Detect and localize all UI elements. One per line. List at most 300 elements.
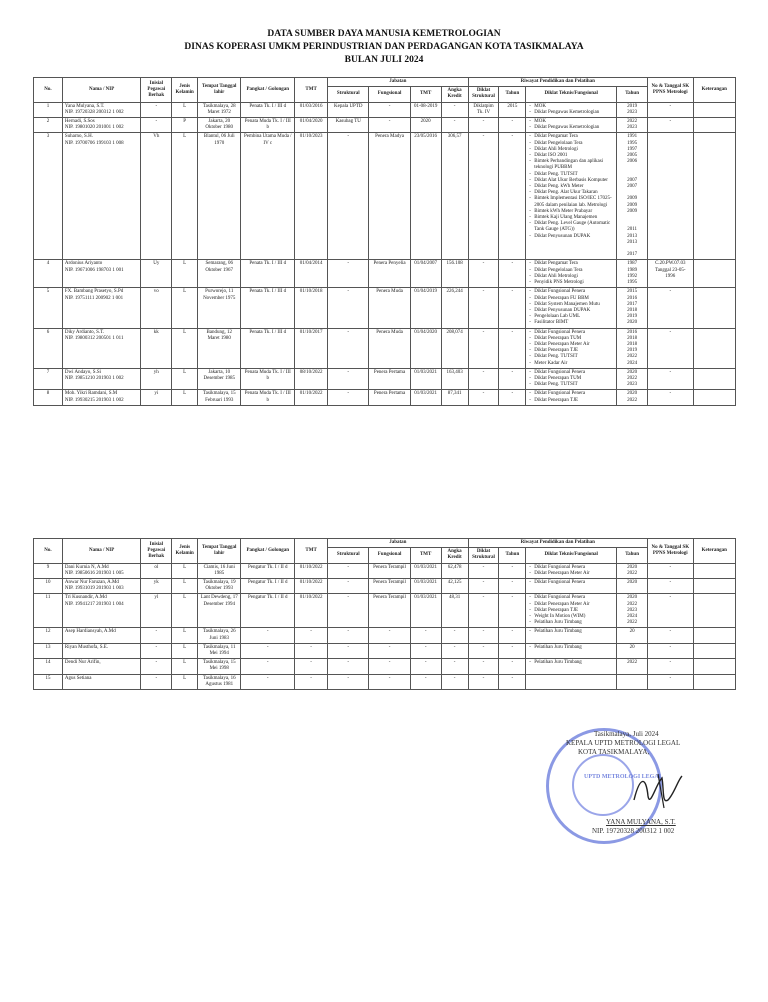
employee-name: Agus Setiana: [64, 675, 92, 681]
employee-name: Dani Kurnia N, A.Md: [64, 564, 109, 570]
cell-tahun: -: [499, 594, 526, 628]
cell-keterangan: [693, 368, 736, 390]
training-item: - Diklat Penerapan FU BBM: [528, 296, 614, 302]
cell-keterangan: [693, 594, 736, 628]
col-keterangan: Keterangan: [693, 78, 736, 103]
cell-ttl: Jakarta, 10 Desember 1985: [198, 368, 241, 390]
cell-diklat-teknis: [526, 133, 617, 260]
cell-fungsional: -: [369, 102, 410, 117]
cell-struktural: -: [328, 390, 369, 405]
cell-angka-kredit: 208,074: [441, 328, 468, 368]
col-struktural: Struktural: [328, 548, 369, 563]
col-fungsional: Fungsional: [369, 87, 410, 102]
cell-diklat-struktural: -: [468, 390, 499, 405]
cell-keterangan: [693, 288, 736, 328]
title-line-3: BULAN JULI 2024: [344, 55, 424, 65]
cell-fungsional: -: [369, 118, 410, 133]
employee-nip: NIP. 19801020 201001 1 002: [64, 125, 124, 131]
employee-nip: NIP. 19700706 199103 1 008: [64, 140, 124, 146]
cell-keterangan: [693, 260, 736, 288]
cell-diklat-struktural: -: [468, 368, 499, 390]
cell-tahun-diklat: [617, 594, 648, 628]
cell-jenis-kelamin: L: [172, 628, 198, 643]
cell-nama: [62, 579, 140, 594]
cell-tmt: 01/10/2022: [295, 563, 328, 578]
cell-tmt: 01/04/2020: [295, 118, 328, 133]
cell-keterangan: [693, 390, 736, 405]
cell-tmt-jabatan: -: [410, 628, 441, 643]
cell-nama: [62, 659, 140, 674]
col-tmt: TMT: [295, 539, 328, 564]
cell-diklat-struktural: -: [468, 579, 499, 594]
cell-angka-kredit: 163,403: [441, 368, 468, 390]
training-item: - Meter Kadar Air: [528, 361, 614, 367]
cell-struktural: -: [328, 628, 369, 643]
cell-tmt: -: [295, 643, 328, 658]
cell-inisial: -: [141, 102, 172, 117]
employee-name: Moh. Yikri Ramdani, S.M: [64, 391, 118, 397]
cell-diklat-struktural: -: [468, 563, 499, 578]
cell-diklat-teknis: [526, 659, 617, 674]
cell-diklat-teknis: [526, 288, 617, 328]
cell-keterangan: [693, 133, 736, 260]
training-item: - Diklat Penerapan Meter Air: [528, 571, 614, 577]
training-year: 2016: [627, 329, 638, 335]
training-item: - Pelatihan Juru Timbang: [528, 629, 614, 635]
cell-keterangan: [693, 328, 736, 368]
col-keterangan: Keterangan: [693, 539, 736, 564]
table-body-page-2: [34, 563, 736, 689]
training-year: 2024: [627, 360, 638, 366]
col-tmt-jabatan: TMT: [410, 87, 441, 102]
cell-fungsional: -: [369, 674, 410, 689]
cell-sk: -: [648, 659, 693, 674]
cell-sk: -: [648, 674, 693, 689]
cell-inisial: -: [141, 674, 172, 689]
cell-tmt: 01/10/2023: [295, 133, 328, 260]
col-inisial: Inisial Pegawai Berhak: [141, 539, 172, 564]
cell-inisial: kk: [141, 328, 172, 368]
cell-nama: [62, 118, 140, 133]
training-item: - Diklat Peng. TUTSIT: [528, 382, 614, 388]
training-item: - Diklat Fungsional Penera: [528, 565, 614, 571]
cell-sk: -: [648, 118, 693, 133]
training-year: 2009: [627, 196, 638, 202]
table-row: [34, 628, 736, 643]
training-item: - Diklat Fungsional Penera: [528, 391, 614, 397]
cell-pangkat: Penata Muda Tk. I / III b: [241, 118, 295, 133]
col-inisial: Inisial Pegawai Berhak: [141, 78, 172, 103]
signature-place-date: Tasikmalaya, Juli 2024: [594, 730, 659, 738]
cell-ttl: Tasikmalaya, 19 Oktober 1993: [198, 579, 241, 594]
training-item: - Diklat Penyusunan DUPAK: [528, 308, 614, 314]
cell-tmt: 01/03/2016: [295, 102, 328, 117]
cell-no: 4: [34, 260, 63, 288]
training-year: 2022: [627, 601, 638, 607]
cell-tmt-jabatan: 01/03/2021: [410, 594, 441, 628]
col-angka-kredit: Angka Kredit: [441, 548, 468, 563]
cell-jenis-kelamin: L: [172, 368, 198, 390]
training-year: 2018: [627, 341, 638, 347]
cell-struktural: -: [328, 659, 369, 674]
training-item: - Diklat Pengelolaan Tera: [528, 141, 614, 147]
cell-ttl: Lant Dewdeng, 17 Desember 1994: [198, 594, 241, 628]
cell-tahun: -: [499, 390, 526, 405]
col-pangkat: Pangkat / Golongan: [241, 539, 295, 564]
table-row: [34, 674, 736, 689]
cell-keterangan: [693, 118, 736, 133]
cell-tahun: -: [499, 563, 526, 578]
employee-name: Diky Ardianto, S.T.: [64, 329, 105, 335]
cell-tahun-diklat: [617, 328, 648, 368]
col-no: No.: [34, 78, 63, 103]
cell-jenis-kelamin: L: [172, 674, 198, 689]
training-item: - Bimtek kWh Meter Prabayar: [528, 209, 614, 215]
employee-nip: NIP. 19851210 201903 1 002: [64, 375, 124, 381]
cell-tmt: 08/10/2022: [295, 368, 328, 390]
cell-angka-kredit: -: [441, 102, 468, 117]
cell-diklat-teknis: [526, 328, 617, 368]
cell-no: 5: [34, 288, 63, 328]
cell-tmt-jabatan: 23/05/2016: [410, 133, 441, 260]
cell-inisial: yi: [141, 390, 172, 405]
cell-inisial: Vh: [141, 133, 172, 260]
cell-pangkat: Penata Tk. I / III d: [241, 288, 295, 328]
training-year: 2016: [627, 295, 638, 301]
cell-sk: -: [648, 579, 693, 594]
col-sk: No & Tanggal SK PPNS Metrologi: [648, 539, 693, 564]
col-ttl: Tempat Tanggal lahir: [198, 539, 241, 564]
col-ttl: Tempat Tanggal lahir: [198, 78, 241, 103]
cell-keterangan: [693, 628, 736, 643]
col-sk: No & Tanggal SK PPNS Metrologi: [648, 78, 693, 103]
cell-tahun-diklat: [617, 659, 648, 674]
cell-angka-kredit: 226,244: [441, 288, 468, 328]
cell-no: 15: [34, 674, 63, 689]
training-item: - Diklat Fungsional Penera: [528, 289, 614, 295]
training-item: - Diklat Penerapan TJE: [528, 608, 614, 614]
cell-diklat-struktural: -: [468, 260, 499, 288]
cell-pangkat: Penata Tk. I / III d: [241, 328, 295, 368]
cell-fungsional: Penera Pertama: [369, 368, 410, 390]
cell-jenis-kelamin: L: [172, 390, 198, 405]
cell-struktural: -: [328, 643, 369, 658]
stamp-text: UPTD METROLOGI LEGAL: [584, 774, 663, 780]
cell-struktural: Kepala UPTD: [328, 102, 369, 117]
personnel-table-page-1: [33, 77, 736, 406]
cell-tahun: -: [499, 659, 526, 674]
cell-no: 7: [34, 368, 63, 390]
table-body-page-1: [34, 102, 736, 405]
col-pangkat: Pangkat / Golongan: [241, 78, 295, 103]
cell-angka-kredit: 87,341: [441, 390, 468, 405]
cell-diklat-struktural: -: [468, 643, 499, 658]
cell-struktural: -: [328, 260, 369, 288]
training-item: - Penyidik PNS Metrologi: [528, 280, 614, 286]
cell-inisial: yl: [141, 594, 172, 628]
cell-sk: -: [648, 594, 693, 628]
training-year: 2019: [627, 314, 638, 320]
training-item: - Diklat Penerapan TJE: [528, 398, 614, 404]
cell-diklat-struktural: -: [468, 594, 499, 628]
cell-diklat-teknis: [526, 628, 617, 643]
cell-fungsional: -: [369, 628, 410, 643]
cell-tmt: -: [295, 674, 328, 689]
training-year: 2013: [627, 233, 638, 239]
training-year: 2005: [627, 153, 638, 159]
employee-name: Hernadi, S.Sos: [64, 119, 95, 125]
col-diklat-teknis: Diklat Teknis/Fungsional: [526, 87, 617, 102]
training-year: 2022: [627, 570, 638, 576]
cell-tahun-diklat: [617, 133, 648, 260]
training-year: 2022: [627, 354, 638, 360]
training-item: - Diklat Pengawas Kemetrologian: [528, 110, 614, 116]
cell-pangkat: Pengatur Tk. I / II d: [241, 594, 295, 628]
cell-no: 3: [34, 133, 63, 260]
col-diklat-struktural: Diklat Struktural: [468, 548, 499, 563]
training-item: - Pelatihan Juru Timbang: [528, 660, 614, 666]
cell-angka-kredit: -: [441, 643, 468, 658]
cell-ttl: Tasikmalaya, 16 Agustus 1981: [198, 674, 241, 689]
table-row: [34, 118, 736, 133]
cell-fungsional: Penera Terampil: [369, 594, 410, 628]
cell-sk: -: [648, 328, 693, 368]
cell-no: 11: [34, 594, 63, 628]
employee-name: FX. Bambang Prasetyo, S.Pd: [64, 289, 124, 295]
table-row: [34, 260, 736, 288]
training-item: - Diklat Fungsional Penera: [528, 330, 614, 336]
cell-inisial: ol: [141, 563, 172, 578]
cell-tmt: 01/10/2022: [295, 594, 328, 628]
training-item: - Diklat Pengawas Kemetrologian: [528, 125, 614, 131]
cell-inisial: -: [141, 659, 172, 674]
cell-jenis-kelamin: L: [172, 102, 198, 117]
cell-struktural: -: [328, 368, 369, 390]
training-year: 2020: [627, 369, 638, 375]
cell-no: 2: [34, 118, 63, 133]
cell-no: 13: [34, 643, 63, 658]
training-year: 2019: [627, 103, 638, 109]
cell-jenis-kelamin: L: [172, 288, 198, 328]
cell-fungsional: Penera Terampil: [369, 579, 410, 594]
training-year: 2018: [627, 335, 638, 341]
employee-name: Riyan Musthofa, S.E.: [64, 644, 109, 650]
training-year: 2007: [627, 184, 638, 190]
cell-diklat-struktural: -: [468, 659, 499, 674]
cell-sk: -: [648, 563, 693, 578]
cell-diklat-struktural: -: [468, 328, 499, 368]
cell-tahun-diklat: [617, 368, 648, 390]
training-list: [528, 261, 614, 286]
cell-pangkat: Pengatur Tk. I / II d: [241, 563, 295, 578]
employee-nip: NIP. 19671006 198703 1 001: [64, 267, 124, 273]
col-tmt-jabatan: TMT: [410, 548, 441, 563]
cell-fungsional: Penera Penyelia: [369, 260, 410, 288]
cell-diklat-teknis: [526, 674, 617, 689]
cell-sk: -: [648, 390, 693, 405]
training-item: - Diklat Ahli Metrologi: [528, 274, 614, 280]
training-item: - Diklat Alat Ukur Berbasis Komputer: [528, 178, 614, 184]
cell-diklat-struktural: -: [468, 628, 499, 643]
col-angka-kredit: Angka Kredit: [441, 87, 468, 102]
training-year: 2022: [627, 375, 638, 381]
training-item: - Diklat Penyusunan DUPAK: [528, 234, 614, 240]
cell-tmt-jabatan: 01/03/2021: [410, 390, 441, 405]
employee-nip: NIP. 19941217 201903 1 004: [64, 601, 124, 607]
cell-diklat-teknis: [526, 579, 617, 594]
training-year: 2020: [627, 564, 638, 570]
training-item: - Pelatihan Juru Timbang: [528, 645, 614, 651]
training-year: 1992: [627, 273, 638, 279]
training-item: - Diklat Peng. Alat Ukur Takaran: [528, 190, 614, 196]
cell-angka-kredit: 306,57: [441, 133, 468, 260]
cell-tahun: -: [499, 118, 526, 133]
cell-jenis-kelamin: L: [172, 594, 198, 628]
signature-nip: NIP. 19720328 200312 1 002: [592, 827, 675, 835]
cell-pangkat: -: [241, 674, 295, 689]
training-item: - Diklat Fungsional Penera: [528, 580, 614, 586]
cell-struktural: -: [328, 133, 369, 260]
cell-tmt: 01/04/2014: [295, 260, 328, 288]
training-year: 1995: [627, 140, 638, 146]
cell-tmt-jabatan: 01/03/2021: [410, 368, 441, 390]
training-list: [528, 580, 614, 586]
cell-diklat-struktural: -: [468, 133, 499, 260]
cell-struktural: -: [328, 674, 369, 689]
cell-diklat-teknis: [526, 260, 617, 288]
training-item: - Weight In Motion (WIM): [528, 614, 614, 620]
cell-diklat-struktural: -: [468, 288, 499, 328]
cell-ttl: Tasikmalaya, 26 Juni 1983: [198, 628, 241, 643]
cell-fungsional: Penera Pertama: [369, 390, 410, 405]
training-item: - Pelatihan Juru Timbang: [528, 620, 614, 626]
training-item: - Diklat Pengelolaan Tera: [528, 268, 614, 274]
col-jabatan: Jabatan: [328, 539, 468, 548]
training-year: 2015: [627, 289, 638, 295]
cell-tahun-diklat: [617, 563, 648, 578]
cell-angka-kredit: -: [441, 628, 468, 643]
handwritten-signature: [628, 770, 688, 812]
signature-office: KEPALA UPTD METROLOGI LEGAL: [566, 739, 681, 747]
cell-jenis-kelamin: L: [172, 659, 198, 674]
training-item: - Diklat Peng. kWh Meter: [528, 184, 614, 190]
employee-name: Ardonius Ariyanto: [64, 261, 103, 267]
cell-jenis-kelamin: L: [172, 328, 198, 368]
signature-name: YANA MULYANA, S.T.: [606, 818, 676, 826]
training-year: 2018: [627, 307, 638, 313]
training-item: - Diklat Pengamat Tera: [528, 261, 614, 267]
cell-nama: [62, 628, 140, 643]
personnel-table-page-2: [33, 538, 736, 690]
cell-no: 8: [34, 390, 63, 405]
training-year: 2022: [627, 620, 638, 626]
cell-jenis-kelamin: L: [172, 133, 198, 260]
col-jabatan: Jabatan: [328, 78, 468, 87]
col-tahun-diklat: Tahun: [617, 87, 648, 102]
col-tmt: TMT: [295, 78, 328, 103]
cell-no: 14: [34, 659, 63, 674]
employee-name: Asep Hardiansyah, A.Md: [64, 629, 116, 635]
cell-ttl: Ciamis, 16 Juni 1985: [198, 563, 241, 578]
cell-keterangan: [693, 579, 736, 594]
training-year: 1987: [627, 261, 638, 267]
cell-no: 6: [34, 328, 63, 368]
cell-diklat-struktural: -: [468, 118, 499, 133]
cell-struktural: -: [328, 563, 369, 578]
cell-struktural: -: [328, 579, 369, 594]
cell-keterangan: [693, 563, 736, 578]
training-year: 2022: [627, 119, 638, 125]
training-year: 2023: [627, 607, 638, 613]
cell-nama: [62, 260, 140, 288]
training-item: - MOK: [528, 104, 614, 110]
col-nama: Nama / NIP: [62, 539, 140, 564]
training-item: - Diklat Pengamat Tera: [528, 134, 614, 140]
training-item: - Bimtek Implementasi ISO/IEC 17025-2005 dalam penilaian lab. Metrologi: [528, 196, 614, 208]
training-item: - Diklat Penerapan Meter Air: [528, 342, 614, 348]
cell-angka-kredit: 48,31: [441, 594, 468, 628]
cell-nama: [62, 288, 140, 328]
employee-name: Suharno, S.H.: [64, 134, 93, 140]
training-item: - Diklat ISO 2001: [528, 153, 614, 159]
training-year: 2011: [627, 227, 638, 233]
employee-name: Anwar Nur Faruzan, A.Md: [64, 580, 119, 586]
training-year: 2009: [627, 202, 638, 208]
cell-struktural: -: [328, 288, 369, 328]
cell-tmt-jabatan: -: [410, 674, 441, 689]
training-year: 1997: [627, 146, 638, 152]
cell-tahun: 2015: [499, 102, 526, 117]
col-fungsional: Fungsional: [369, 548, 410, 563]
col-struktural: Struktural: [328, 87, 369, 102]
training-item: - Diklat Peng. Level Gauge (Automatic Tank Gauge (ATG)): [528, 221, 614, 233]
col-tahun-diklat: Tahun: [617, 548, 648, 563]
table-row: [34, 133, 736, 260]
employee-name: Yana Mulyana, S.T.: [64, 103, 105, 109]
cell-diklat-teknis: [526, 118, 617, 133]
title-line-1: DATA SUMBER DAYA MANUSIA KEMETROLOGIAN: [267, 29, 501, 39]
cell-pangkat: Penata Tk. I / III d: [241, 102, 295, 117]
training-item: - Diklat Peng. TUTSIT: [528, 354, 614, 360]
title-line-2: DINAS KOPERASI UMKM PERINDUSTRIAN DAN PERDAGANGAN KOTA TASIKMALAYA: [184, 42, 584, 52]
cell-sk: -: [648, 628, 693, 643]
cell-nama: [62, 368, 140, 390]
cell-fungsional: -: [369, 659, 410, 674]
training-year: 20: [629, 629, 635, 635]
cell-inisial: yh: [141, 368, 172, 390]
employee-nip: NIP. 19800312 200501 1 011: [64, 335, 124, 341]
cell-inisial: vo: [141, 288, 172, 328]
cell-sk: -: [648, 368, 693, 390]
cell-no: 1: [34, 102, 63, 117]
table-row: [34, 390, 736, 405]
official-stamp-center: [572, 754, 634, 816]
cell-tmt-jabatan: -: [410, 643, 441, 658]
table-row: [34, 563, 736, 578]
cell-sk: -: [648, 288, 693, 328]
cell-angka-kredit: -: [441, 674, 468, 689]
cell-fungsional: Penera Madya: [369, 133, 410, 260]
cell-tmt-jabatan: 2020: [410, 118, 441, 133]
cell-tmt: 01/10/2018: [295, 288, 328, 328]
cell-inisial: -: [141, 643, 172, 658]
training-item: - Diklat Ahli Metrologi: [528, 147, 614, 153]
training-year: 2023: [627, 382, 638, 388]
cell-sk: [648, 133, 693, 260]
cell-tmt-jabatan: 01/03/2021: [410, 563, 441, 578]
cell-tahun-diklat: [617, 643, 648, 658]
cell-pangkat: -: [241, 659, 295, 674]
